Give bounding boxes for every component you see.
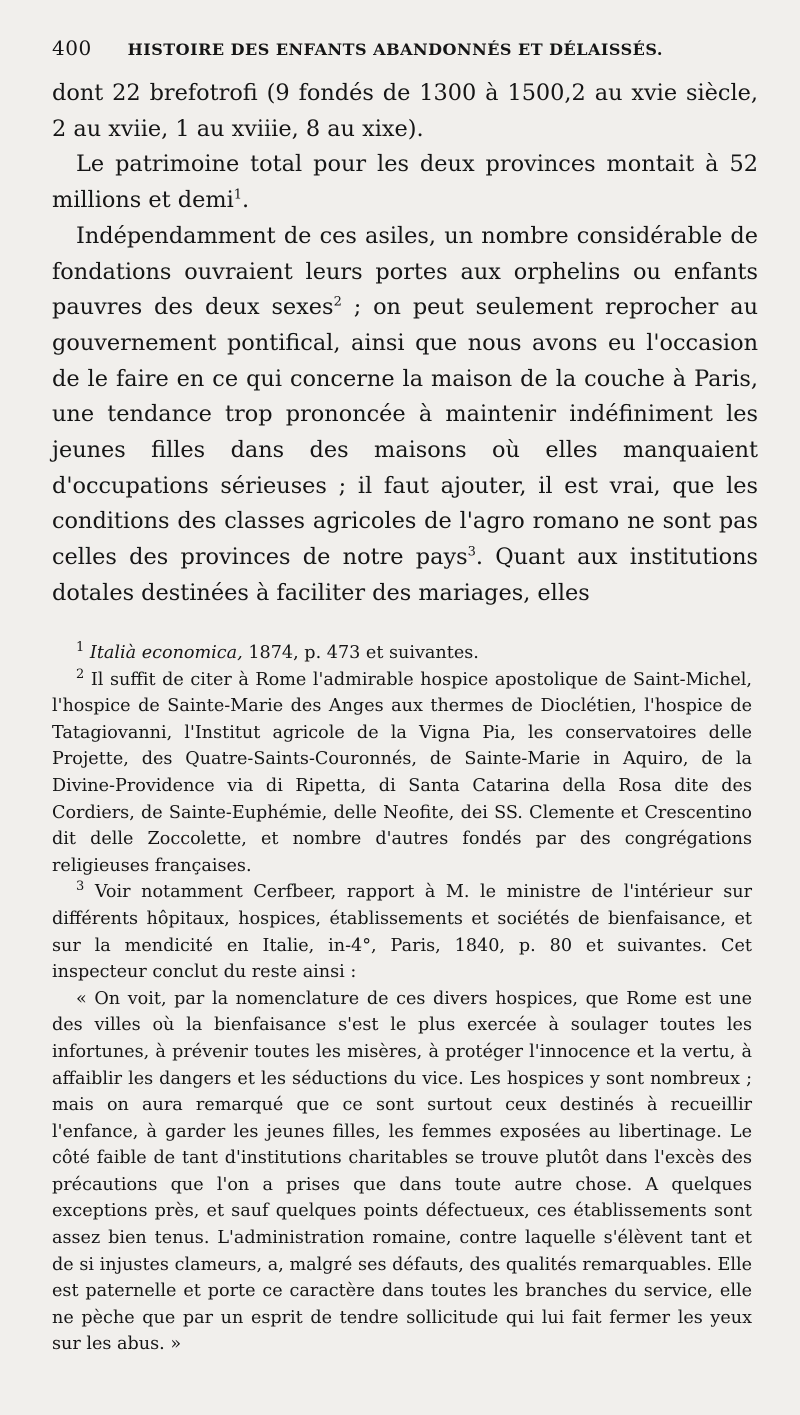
page-number: 400 (52, 36, 92, 60)
paragraph-patrimoine (52, 147, 758, 218)
paragraph-text: Indépendamment de ces asiles, un nombre considérable de fondations ouvraient leurs portes aux orphelins ou enfants pauvres des deux sexes (52, 222, 758, 321)
footnote-ref-2[interactable]: 2 (333, 294, 342, 310)
footnote-text: 1874, p. 473 et suivantes. (242, 643, 479, 663)
footnote-quotation: « On voit, par la nomenclature de ces divers hospices, que Rome est une des villes où la bienfaisance s'est le plus exercée à soulager toutes les infortunes, à prévenir toutes les misères, à protéger l'innocence et la vertu, à affaiblir les dangers et les séductions du vice. Les hospices y sont nombreux ; mais on aura remarqué que ce sont surtout ceux destinés à recueillir l'enfance, à garder les jeunes filles, les femmes exposées au libertinage. Le côté faible de tant d'institutions charitables se trouve plutôt dans l'excès des précautions que l'on a prises que dans toute autre chose. A quelques exceptions près, et sauf quelques points défectueux, ces établissements sont assez bien tenus. L'administration romaine, contre laquelle s'élèvent tant et de si injustes clameurs, a, malgré ses défauts, des qualités remarquables. Elle est paternelle et porte ce caractère dans toutes les branches du service, elle ne pèche que par un esprit de tendre sollicitude qui lui fait fermer les yeux sur les abus. » (52, 988, 752, 1355)
running-title: HISTOIRE DES ENFANTS ABANDONNÉS ET DÉLAISSÉS. (127, 40, 663, 59)
footnote-ref-1[interactable]: 1 (233, 187, 243, 203)
footnote-2 (52, 667, 752, 880)
footnotes (52, 640, 752, 1358)
footnote-mark: 3 (76, 879, 85, 895)
paragraph-asiles (52, 219, 758, 612)
footnote-text: Voir notamment Cerfbeer, rapport à M. le ministre de l'intérieur sur différents hôpitaux, hospices, établissements et sociétés de bienfaisance, et sur la mendicité en Italie, in-4°, Paris, 1840, p. 80 et suivantes. Cet inspecteur conclut du reste ainsi : (52, 882, 753, 983)
paragraph-text: ; on peut seulement reprocher au gouvernement pontifical, ainsi que nous avons eu l'occasion de le faire en ce qui concerne la maison de la couche à Paris, une tendance trop prononcée à maintenir indéfiniment les jeunes filles dans des maisons où elles manquaient d'occupations sérieuses ; il faut ajouter, il est vrai, que les conditions des classes agricoles de l'agro romano ne sont pas celles des provinces de notre pays (52, 294, 758, 571)
footnote-mark: 2 (76, 666, 85, 682)
footnote-ref-3[interactable]: 3 (467, 544, 476, 560)
paragraph-end: . (242, 187, 250, 214)
paragraph-text: Le patrimoine total pour les deux provinces montait à 52 millions et demi (52, 151, 758, 214)
footnote-text: Il suffit de citer à Rome l'admirable hospice apostolique de Saint-Michel, l'hospice de Sainte-Marie des Anges aux thermes de Dioclétien, l'hospice de Tatagiovanni, l'Institut agricole de la Vigna Pia, les conservatoires delle Projette, des Quatre-Saints-Couronnés, de Sainte-Marie in Aquiro, de la Divine-Providence via di Ripetta, di Santa Catarina della Rosa dite des Cordiers, de Sainte-Euphémie, delle Neofite, dei SS. Clemente et Crescentino dit delle Zoccolette, et nombre d'autres fondés par des congrégations religieuses françaises. (52, 669, 752, 876)
footnote-mark: 1 (76, 640, 85, 656)
paragraph-continued: dont 22 brefotrofi (9 fondés de 1300 à 1500,2 au xvie siècle, 2 au xviie, 1 au xviiie, 8 au xixe). (52, 80, 758, 142)
paragraph-text: . Quant aux institutions dotales destinées à faciliter des mariages, elles (52, 544, 758, 606)
running-head (52, 36, 752, 60)
footnote-1 (52, 640, 752, 667)
footnote-source-title: Italià economica, (89, 643, 243, 663)
footnote-3 (52, 879, 752, 985)
main-text (52, 76, 758, 612)
